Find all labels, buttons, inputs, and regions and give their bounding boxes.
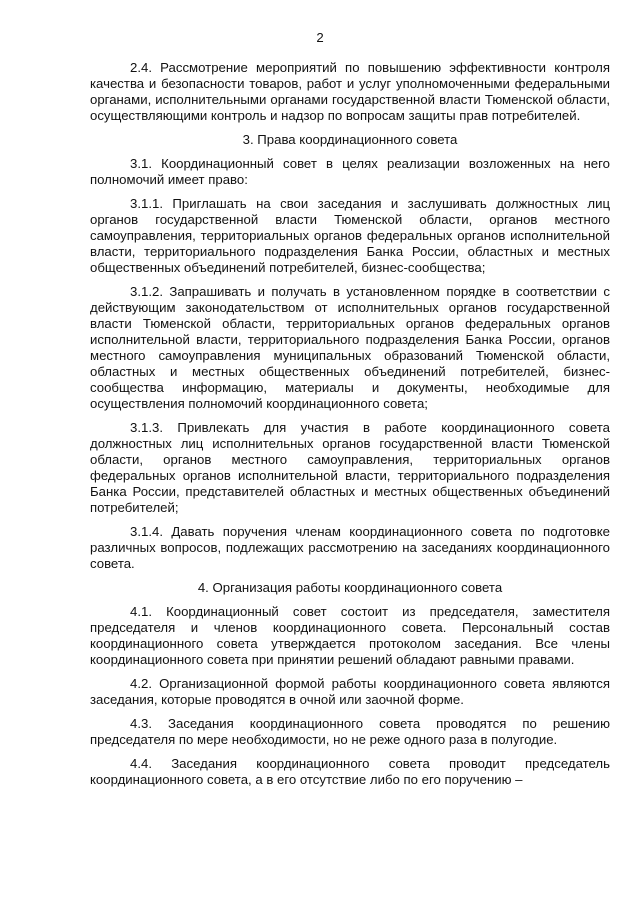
paragraph: 3.1.4. Давать поручения членам координационного совета по подготовке различных вопросов, подлежащих рассмотрению на заседаниях координационного совета.	[90, 524, 610, 571]
paragraph: 3.1.2. Запрашивать и получать в установленном порядке в соответствии с действующим законодательством от исполнительных органов государственной власти Тюменской области, территориальных органов федеральных органов исполнительной власти, территориального подразделения Банка России, органов местного самоуправления муниципальных образований Тюменской области, областных и местных общественных объединений потребителей, бизнес-сообщества информацию, материалы и документы, необходимые для осуществления полномочий координационного совета;	[90, 284, 610, 411]
paragraph: 4.1. Координационный совет состоит из председателя, заместителя председателя и членов координационного совета. Персональный состав координационного совета утверждается протоколом заседания. Все члены координационного совета при принятии решений обладают равными правами.	[90, 604, 610, 667]
paragraph: 4.2. Организационной формой работы координационного совета являются заседания, которые проводятся в очной или заочной форме.	[90, 676, 610, 707]
paragraph: 3.1. Координационный совет в целях реализации возложенных на него полномочий имеет право:	[90, 156, 610, 187]
paragraph: 4.4. Заседания координационного совета проводит председатель координационного совета, а в его отсутствие либо по его поручению –	[90, 756, 610, 787]
document-body	[90, 60, 610, 796]
paragraph: 3.1.1. Приглашать на свои заседания и заслушивать должностных лиц органов государственной власти Тюменской области, органов местного самоуправления, территориальных органов федеральных органов исполнительной власти, территориального подразделения Банка России, областных и местных общественных объединений потребителей, бизнес-сообщества;	[90, 196, 610, 275]
paragraph: 4.3. Заседания координационного совета проводятся по решению председателя по мере необходимости, но не реже одного раза в полугодие.	[90, 716, 610, 747]
section-heading: 4. Организация работы координационного совета	[197, 580, 503, 595]
page-number: 2	[316, 30, 324, 45]
section-heading: 3. Права координационного совета	[242, 132, 458, 147]
paragraph: 3.1.3. Привлекать для участия в работе координационного совета должностных лиц исполнительных органов государственной власти Тюменской области, органов местного самоуправления, территориальных органов федеральных органов исполнительной власти, территориального подразделения Банка России, представителей областных и местных общественных объединений потребителей;	[90, 420, 610, 515]
paragraph: 2.4. Рассмотрение мероприятий по повышению эффективности контроля качества и безопасности товаров, работ и услуг уполномоченными федеральными органами, исполнительными органами государственной власти Тюменской области, осуществляющими контроль и надзор по вопросам защиты прав потребителей.	[90, 60, 610, 123]
